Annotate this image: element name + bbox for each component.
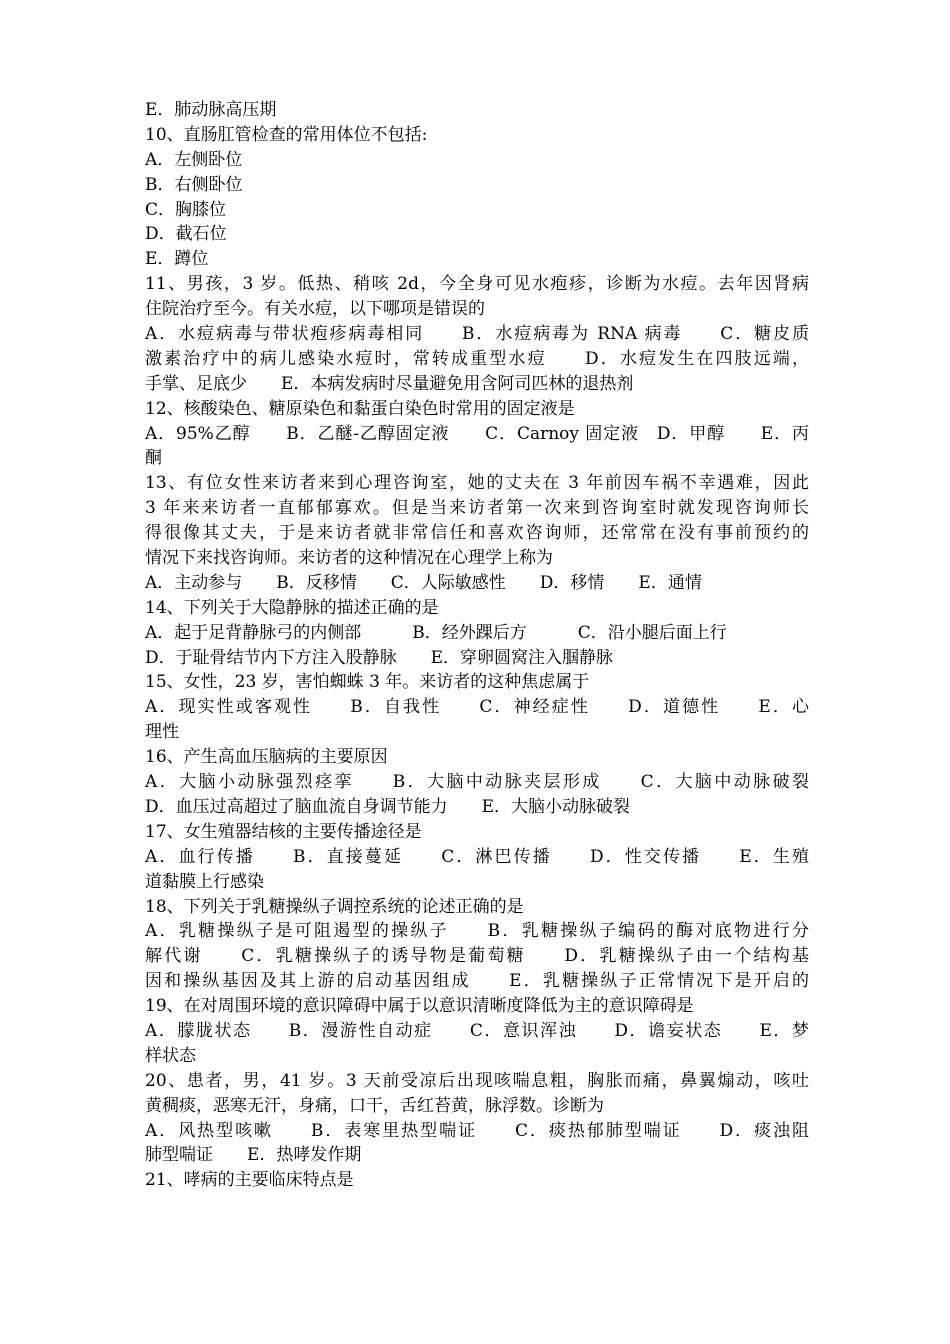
text-line: 13、有位女性来访者来到心理咨询室，她的丈夫在 3 年前因车祸不幸遇难，因此 — [145, 473, 809, 494]
text-line: A．朦胧状态 B．漫游性自动症 C．意识浑浊 D．谵妄状态 E．梦 — [145, 1020, 809, 1041]
text-line: 10、直肠肛管检查的常用体位不包括: — [145, 124, 428, 145]
text-line: 11、男孩，3 岁。低热、稍咳 2d，今全身可见水疱疹，诊断为水痘。去年因肾病 — [145, 274, 809, 295]
text-line: D．血压过高超过了脑血流自身调节能力 E．大脑小动脉破裂 — [145, 796, 631, 817]
text-line: 20、患者，男，41 岁。3 天前受凉后出现咳喘息粗，胸胀而痛，鼻翼煽动，咳吐 — [145, 1070, 809, 1091]
text-line: 手掌、足底少 E．本病发病时尽量避免用含阿司匹林的退热剂 — [145, 373, 634, 394]
text-line: 得很像其丈夫，于是来访者就非常信任和喜欢咨询师，还常常在没有事前预约的 — [145, 523, 809, 544]
text-line: C．胸膝位 — [145, 199, 227, 220]
document-page — [145, 98, 809, 1193]
text-line: 酮 — [145, 448, 162, 469]
text-line: E．蹲位 — [145, 249, 209, 270]
text-line: A．乳糖操纵子是可阻遏型的操纵子 B．乳糖操纵子编码的酶对底物进行分 — [145, 921, 809, 942]
text-line: 19、在对周围环境的意识障碍中属于以意识清晰度降低为主的意识障碍是 — [145, 996, 694, 1017]
text-line: 情况下来找咨询师。来访者的这种情况在心理学上称为 — [145, 548, 553, 569]
text-line: D．截石位 — [145, 224, 227, 245]
text-line: 3 年来来访者一直郁郁寡欢。但是当来访者第一次来到咨询室时就发现咨询师长 — [145, 498, 809, 519]
text-line: 激素治疗中的病儿感染水痘时，常转成重型水痘 D．水痘发生在四肢远端， — [145, 348, 809, 369]
text-line: 道黏膜上行感染 — [145, 871, 264, 892]
text-line: 12、核酸染色、糖原染色和黏蛋白染色时常用的固定液是 — [145, 398, 575, 419]
text-line: 因和操纵基因及其上游的启动基因组成 E．乳糖操纵子正常情况下是开启的 — [145, 971, 809, 992]
text-line: 14、下列关于大隐静脉的描述正确的是 — [145, 597, 439, 618]
text-line: 住院治疗至今。有关水痘，以下哪项是错误的 — [145, 299, 485, 320]
text-line: 黄稠痰，恶寒无汗，身痛，口干，舌红苔黄，脉浮数。诊断为 — [145, 1095, 604, 1116]
text-line: 16、产生高血压脑病的主要原因 — [145, 747, 388, 768]
text-line: A．大脑小动脉强烈痉挛 B．大脑中动脉夹层形成 C．大脑中动脉破裂 — [145, 772, 809, 793]
text-line: 21、哮病的主要临床特点是 — [145, 1170, 354, 1191]
text-line: E．肺动脉高压期 — [145, 100, 277, 120]
text-line: 17、女生殖器结核的主要传播途径是 — [145, 821, 422, 842]
text-line: A．血行传播 B．直接蔓延 C．淋巴传播 D．性交传播 E．生殖 — [145, 846, 809, 867]
text-line: 15、女性，23 岁，害怕蜘蛛 3 年。来访者的这种焦虑属于 — [145, 672, 590, 693]
text-line: A．起于足背静脉弓的内侧部 B．经外踝后方 C．沿小腿后面上行 — [145, 622, 727, 643]
text-line: A．主动参与 B．反移情 C．人际敏感性 D．移情 E．通情 — [145, 572, 702, 593]
text-line: D．于耻骨结节内下方注入股静脉 E．穿卵圆窝注入腘静脉 — [145, 647, 614, 668]
text-line: A．现实性或客观性 B．自我性 C．神经症性 D．道德性 E．心 — [145, 697, 809, 718]
text-line: A．风热型咳嗽 B．表寒里热型喘证 C．痰热郁肺型喘证 D．痰浊阻 — [145, 1120, 809, 1141]
text-line: A．左侧卧位 — [145, 149, 243, 170]
text-line: A．水痘病毒与带状疱疹病毒相同 B．水痘病毒为 RNA 病毒 C．糖皮质 — [145, 324, 809, 345]
text-line: B．右侧卧位 — [145, 174, 243, 195]
text-line: 18、下列关于乳糖操纵子调控系统的论述正确的是 — [145, 896, 524, 917]
text-line: A．95%乙醇 B．乙醚-乙醇固定液 C．Carnoy 固定液 D．甲醇 E．丙 — [145, 423, 809, 444]
text-line: 样状态 — [145, 1045, 196, 1066]
text-line: 解代谢 C．乳糖操纵子的诱导物是葡萄糖 D．乳糖操纵子由一个结构基 — [145, 946, 809, 967]
text-line: 肺型喘证 E．热哮发作期 — [145, 1145, 362, 1166]
text-line: 理性 — [145, 722, 179, 743]
